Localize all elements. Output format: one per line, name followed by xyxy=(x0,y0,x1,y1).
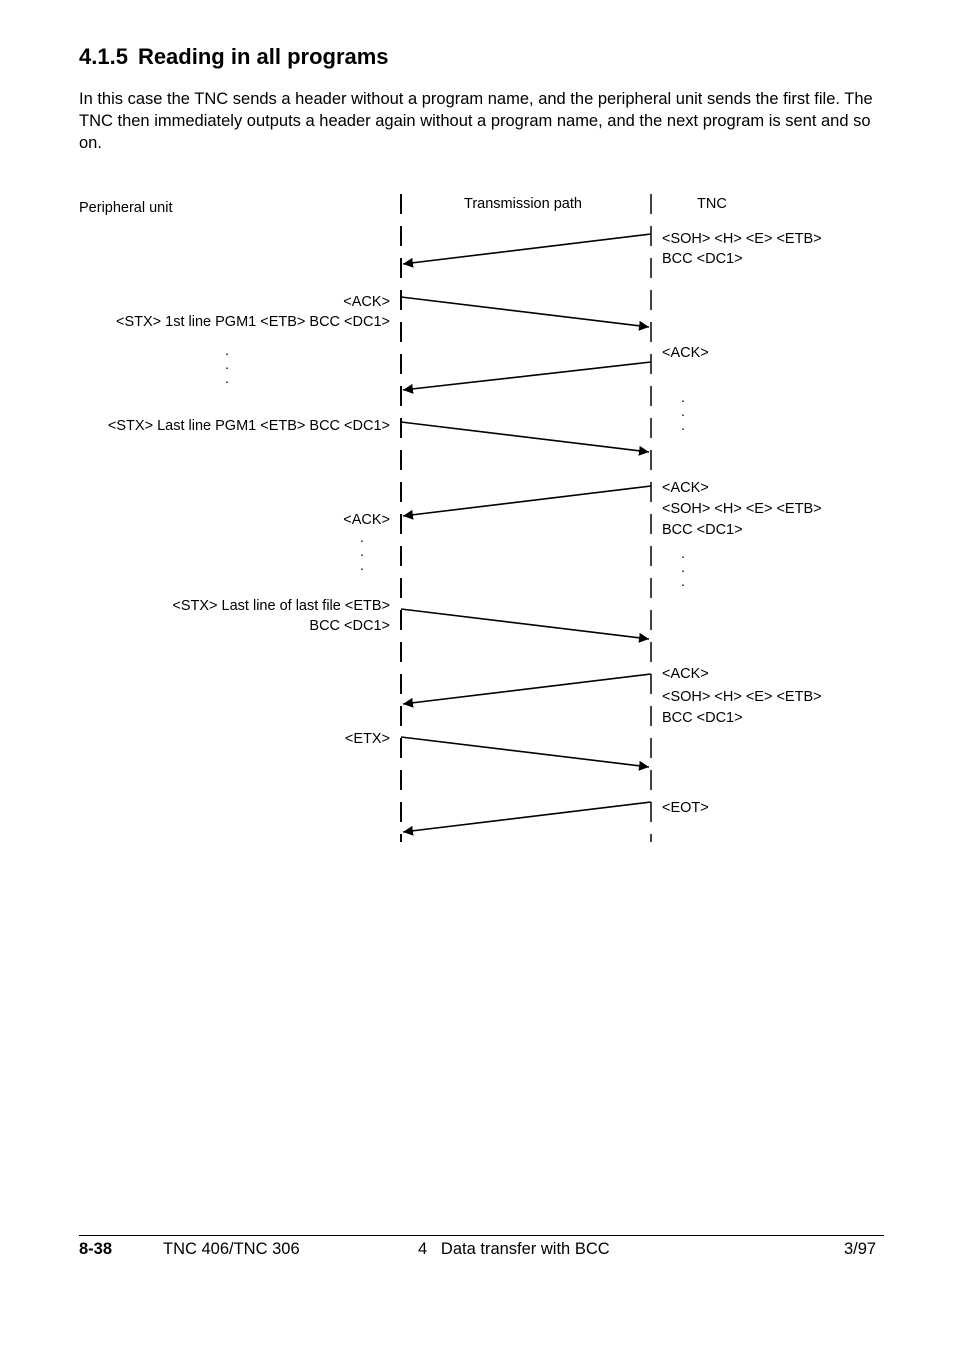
peripheral-message-label: <ACK> xyxy=(343,294,390,310)
continuation-dot: . xyxy=(360,557,364,573)
arrow-tnc-to-peripheral xyxy=(403,234,651,264)
continuation-dot: . xyxy=(681,573,685,589)
continuation-dot: . xyxy=(681,559,685,575)
tnc-message-label: <SOH> <H> <E> <ETB> xyxy=(662,689,822,705)
continuation-dot: . xyxy=(225,356,229,372)
continuation-dot: . xyxy=(225,370,229,386)
footer-date: 3/97 xyxy=(844,1240,877,1258)
arrow-tnc-to-peripheral xyxy=(403,674,651,704)
continuation-dot: . xyxy=(681,389,685,405)
tnc-message-label: <ACK> xyxy=(662,480,709,496)
continuation-dot: . xyxy=(360,529,364,545)
continuation-dot: . xyxy=(681,403,685,419)
tnc-header: TNC xyxy=(697,196,727,212)
tnc-message-label: <ACK> xyxy=(662,666,709,682)
footer-chapter: 4 Data transfer with BCC xyxy=(418,1240,610,1258)
continuation-dot: . xyxy=(681,417,685,433)
intro-paragraph: In this case the TNC sends a header without a program name, and the peripheral unit sends the first file. The TNC then immediately outputs a header again without a program name, and the next program is sent and so on. xyxy=(79,90,873,152)
footer-divider xyxy=(79,1235,884,1236)
arrow-tnc-to-peripheral xyxy=(403,486,651,516)
peripheral-message-label: BCC <DC1> xyxy=(309,618,390,634)
tnc-message-label: BCC <DC1> xyxy=(662,522,743,538)
transmission-path-header: Transmission path xyxy=(464,196,582,212)
arrow-tnc-to-peripheral xyxy=(403,362,651,390)
peripheral-message-label: <STX> Last line PGM1 <ETB> BCC <DC1> xyxy=(107,418,390,434)
tnc-message-label: BCC <DC1> xyxy=(662,710,743,726)
arrow-tnc-to-peripheral xyxy=(403,802,651,832)
footer-model: TNC 406/TNC 306 xyxy=(163,1240,300,1258)
peripheral-message-label: <STX> 1st line PGM1 <ETB> BCC <DC1> xyxy=(115,314,390,330)
tnc-message-label: <SOH> <H> <E> <ETB> xyxy=(662,501,822,517)
tnc-message-label: BCC <DC1> xyxy=(662,251,743,267)
tnc-message-label: <ACK> xyxy=(662,345,709,361)
arrow-peripheral-to-tnc xyxy=(401,297,649,327)
tnc-message-label: <EOT> xyxy=(662,800,709,816)
arrow-peripheral-to-tnc xyxy=(401,737,649,767)
footer-page-number: 8-38 xyxy=(79,1240,113,1258)
continuation-dot: . xyxy=(225,342,229,358)
peripheral-message-label: <ETX> xyxy=(344,731,390,747)
section-title: Reading in all programs xyxy=(137,44,389,69)
peripheral-message-label: <ACK> xyxy=(343,512,390,528)
arrow-peripheral-to-tnc xyxy=(401,422,649,452)
peripheral-message-label: <STX> Last line of last file <ETB> xyxy=(172,598,390,614)
continuation-dot: . xyxy=(360,543,364,559)
peripheral-unit-header: Peripheral unit xyxy=(79,200,173,216)
tnc-message-label: <SOH> <H> <E> <ETB> xyxy=(662,231,822,247)
continuation-dot: . xyxy=(681,545,685,561)
arrow-peripheral-to-tnc xyxy=(401,609,649,639)
section-number: 4.1.5 xyxy=(79,44,128,69)
